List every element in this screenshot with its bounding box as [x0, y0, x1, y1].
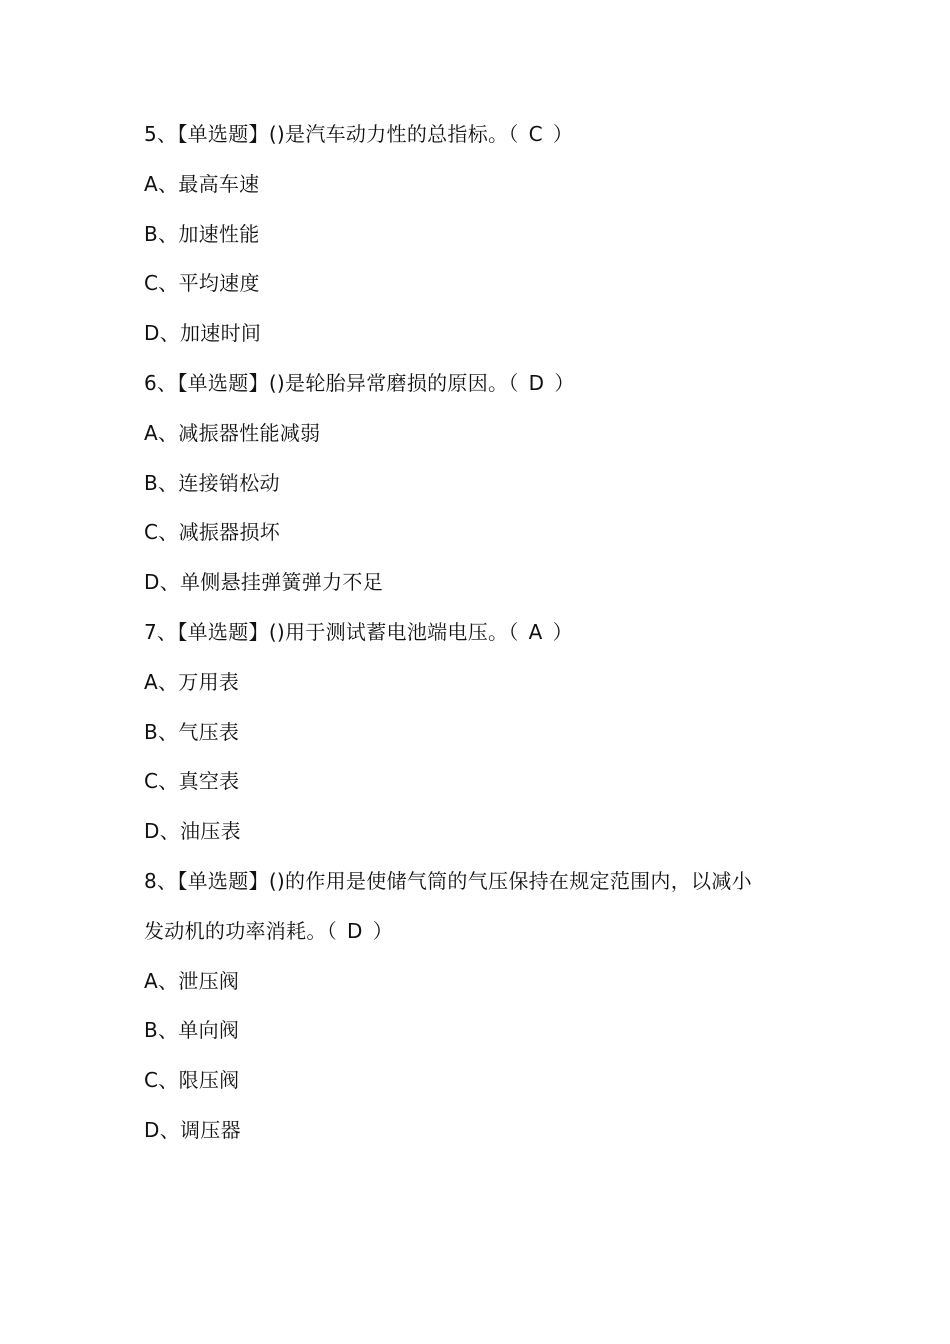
question-6-option-a: A、减振器性能减弱 — [144, 420, 321, 445]
question-5-stem — [144, 110, 824, 160]
question-5-option-b: B、加速性能 — [144, 221, 260, 246]
question-8-option-c: C、限压阀 — [144, 1068, 240, 1093]
question-8-option-a: A、泄压阀 — [144, 968, 240, 993]
question-5-text: 5、【单选题】()是汽车动力性的总指标。（ — [144, 122, 519, 146]
question-6-option-d: D、单侧悬挂弹簧弹力不足 — [144, 570, 384, 595]
question-7-option-d: D、油压表 — [144, 819, 241, 844]
question-8-option-b: B、单向阀 — [144, 1018, 240, 1043]
question-6-stem — [144, 359, 824, 409]
question-5-option-a: A、最高车速 — [144, 171, 260, 196]
question-7-text: 7、【单选题】()用于测试蓄电池端电压。（ — [144, 619, 519, 644]
question-8-stem-continued — [144, 907, 824, 957]
question-7-close: ） — [552, 619, 573, 644]
question-8-answer: D — [347, 918, 363, 943]
question-5-answer: C — [528, 122, 543, 146]
question-8-close: ） — [372, 918, 394, 943]
question-5-close: ） — [552, 122, 574, 146]
question-7-option-c: C、真空表 — [144, 769, 240, 794]
question-6-text: 6、【单选题】()是轮胎异常磨损的原因。（ — [144, 370, 519, 395]
question-list — [144, 110, 824, 1156]
question-5-option-c: C、平均速度 — [144, 271, 260, 296]
question-6-option-c: C、减振器损坏 — [144, 520, 281, 545]
question-8-stem — [144, 857, 824, 907]
question-8-text: 8、【单选题】()的作用是使储气筒的气压保持在规定范围内，以减小 — [144, 868, 752, 893]
question-6-option-b: B、连接销松动 — [144, 470, 280, 495]
question-6-close: ） — [554, 370, 575, 395]
question-5-option-d: D、加速时间 — [144, 321, 262, 346]
question-7-option-b: B、气压表 — [144, 719, 240, 744]
question-7-answer: A — [528, 619, 543, 644]
question-8-option-d: D、调压器 — [144, 1117, 241, 1142]
question-6-answer: D — [528, 370, 545, 395]
question-7-option-a: A、万用表 — [144, 669, 240, 694]
question-7-stem — [144, 608, 824, 658]
question-8-text-continued: 发动机的功率消耗。（ — [144, 918, 337, 943]
